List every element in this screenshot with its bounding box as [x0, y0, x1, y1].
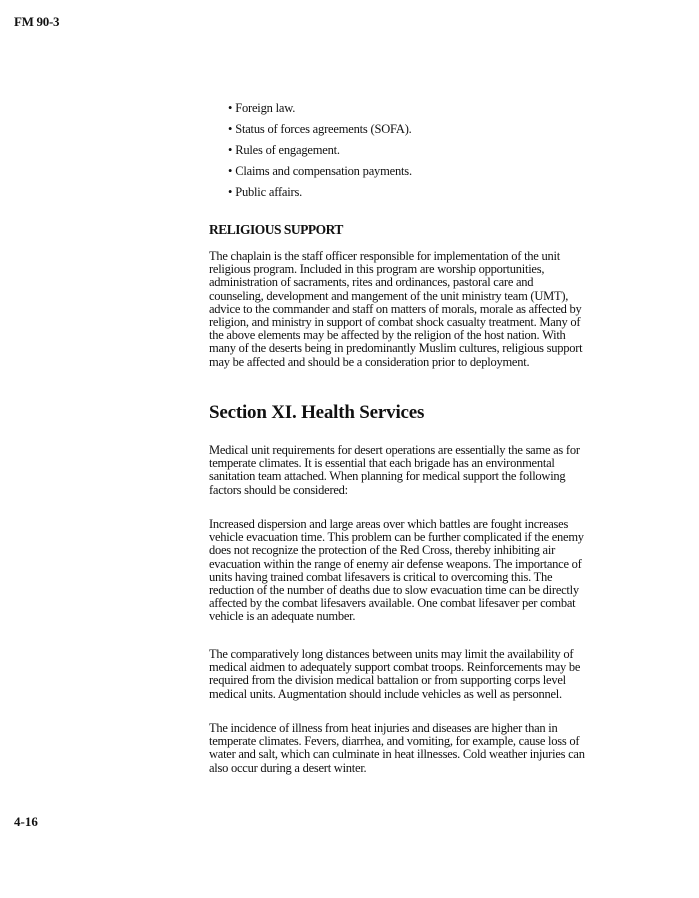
health-paragraph-4: The incidence of illness from heat injuries and diseases are higher than in temperate climates. Fevers, diarrhea, and vomiting, for example, cause loss of water and salt, which can culminate in heat illnesses. Cold weather injuries can also occur during a desert winter. — [209, 721, 585, 775]
list-item: • Public affairs. — [228, 182, 412, 203]
list-item: • Status of forces agreements (SOFA). — [228, 119, 412, 140]
religious-support-heading: RELIGIOUS SUPPORT — [209, 222, 343, 237]
page-number: 4-16 — [14, 814, 38, 829]
bullet-list — [228, 98, 412, 203]
religious-support-paragraph: The chaplain is the staff officer responsible for implementation of the unit religious program. Included in this program are worship opportunities, administration of sacraments, rites and ordinances, pastoral care and counseling, development and mangement of the unit ministry team (UMT), advice to the commander and staff on matters of morals, morale as affected by religion, and ministry in support of combat shock casualty treatment. Many of the above elements may be affected by the religion of the host nation. With many of the deserts being in predominantly Muslim cultures, religious support may be affected and should be a consideration prior to deployment. — [209, 249, 583, 369]
list-item: • Rules of engagement. — [228, 140, 412, 161]
health-paragraph-2: Increased dispersion and large areas over which battles are fought increases vehicle evacuation time. This problem can be further complicated if the enemy does not recognize the protection of the Red Cross, thereby inhibiting air evacuation within the range of enemy air defense weapons. The importance of units having trained combat lifesavers is critical to overcoming this. The reduction of the number of deaths due to slow evacuation time can be directly affected by the combat lifesavers available. One combat lifesaver per combat vehicle is an adequate number. — [209, 517, 584, 624]
document-id-header: FM 90-3 — [14, 14, 60, 29]
section-title: Section XI. Health Services — [209, 402, 425, 423]
list-item: • Claims and compensation payments. — [228, 161, 412, 182]
health-paragraph-3: The comparatively long distances between units may limit the availability of medical aidmen to adequately support combat troops. Reinforcements may be required from the division medical battalion or from supporting corps level medical units. Augmentation should include vehicles as well as personnel. — [209, 647, 581, 701]
list-item: • Foreign law. — [228, 98, 412, 119]
health-paragraph-1: Medical unit requirements for desert operations are essentially the same as for temperate climates. It is essential that each brigade has an environmental sanitation team attached. When planning for medical support the following factors should be considered: — [209, 443, 580, 497]
